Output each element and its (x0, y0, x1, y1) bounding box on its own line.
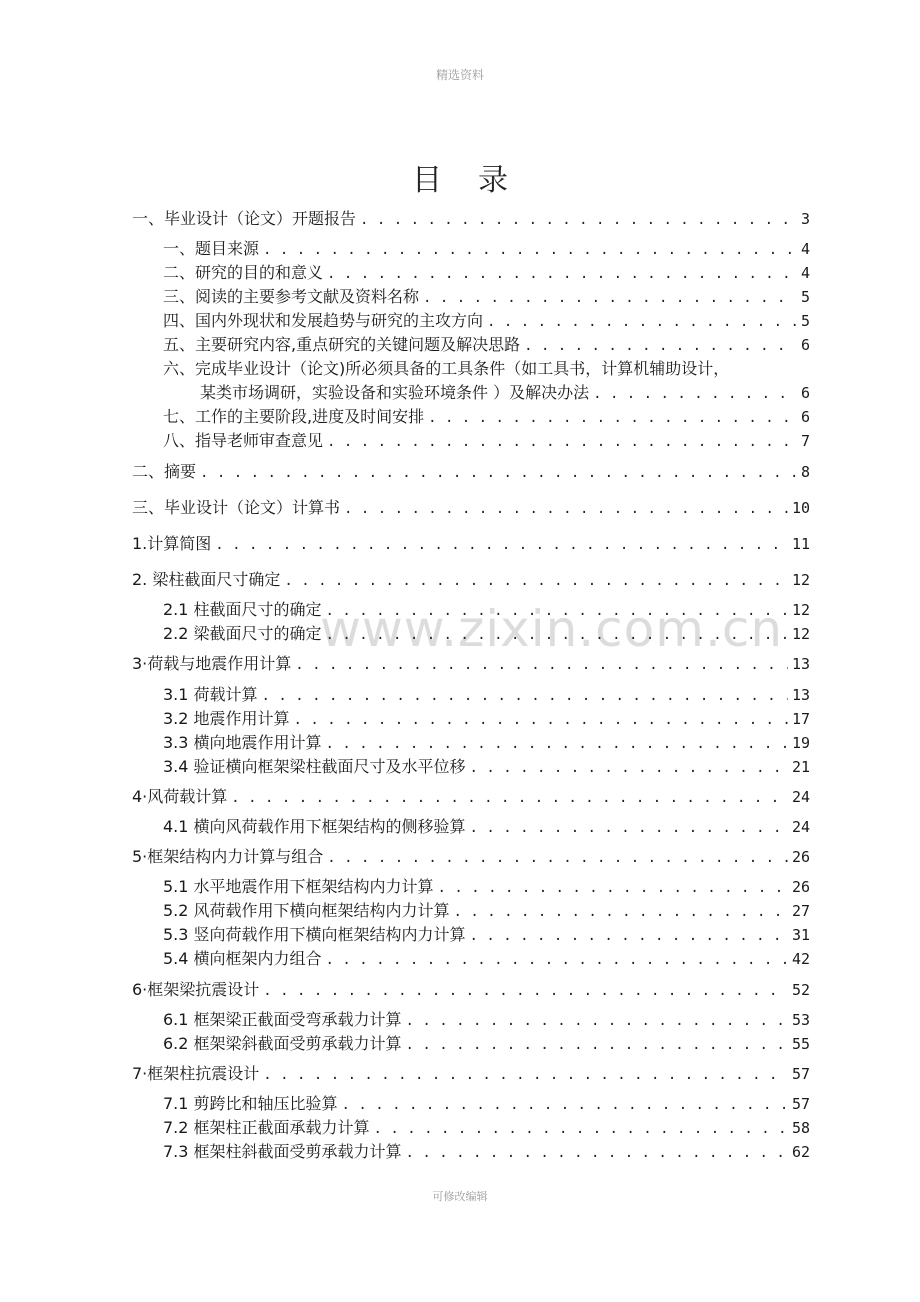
watermark: www.zixin.com.cn (320, 600, 784, 658)
toc-entry-text: 八、指导老师审查意见 (163, 431, 324, 450)
leader-dots (231, 787, 788, 809)
toc-entry[interactable] (163, 684, 810, 706)
toc-entry[interactable] (163, 310, 810, 332)
toc-entry-text: 某类市场调研，实验设备和实验环境条件 ）及解决办法 (200, 383, 590, 402)
toc-entry-page: 13 (791, 655, 810, 673)
leader-dots (263, 1064, 788, 1086)
toc-entry-text-wrapped[interactable]: 六、完成毕业设计（论文)所必须具备的工具条件（如工具书，计算机辅助设计， (163, 359, 730, 378)
leader-dots (454, 901, 788, 923)
toc-entry[interactable] (132, 569, 810, 591)
toc-entry-text: 五、主要研究内容,重点研究的关键问题及解决思路 (163, 335, 521, 354)
toc-entry-page: 13 (791, 686, 810, 704)
toc-entry-page: 12 (791, 625, 810, 643)
leader-dots (284, 570, 788, 592)
toc-entry[interactable] (163, 816, 810, 838)
toc-entry[interactable] (163, 948, 810, 970)
toc-entry-text: 三、阅读的主要参考文献及资料名称 (163, 287, 420, 306)
toc-entry-text: 3·荷载与地震作用计算 (132, 654, 292, 673)
leader-dots (470, 757, 788, 779)
toc-entry-text: 一、毕业设计（论文）开题报告 (132, 209, 357, 228)
leader-dots (428, 407, 797, 429)
toc-entry-text: 1.计算简图 (132, 534, 212, 553)
leader-dots (374, 1118, 788, 1140)
toc-entry-text: 7.2 框架柱正截面承载力计算 (163, 1118, 370, 1137)
toc-entry-page: 26 (791, 848, 810, 866)
leader-dots (360, 209, 797, 231)
toc-entry[interactable] (163, 708, 810, 730)
leader-dots (344, 498, 788, 520)
toc-entry[interactable] (200, 382, 810, 404)
leader-dots (326, 624, 788, 646)
toc-entry[interactable] (163, 238, 810, 260)
leader-dots (470, 925, 788, 947)
toc-entry-text: 2. 梁柱截面尺寸确定 (132, 570, 281, 589)
toc-entry-text: 四、国内外现状和发展趋势与研究的主攻方向 (163, 311, 484, 330)
toc-entry-text: 7·框架柱抗震设计 (132, 1064, 260, 1083)
toc-entry-text: 3.4 验证横向框架梁柱截面尺寸及水平位移 (163, 757, 466, 776)
toc-entry[interactable] (163, 1141, 810, 1163)
toc-entry-text: 6·框架梁抗震设计 (132, 980, 260, 999)
toc-entry-text: 6.1 框架梁正截面受弯承载力计算 (163, 1010, 402, 1029)
toc-entry[interactable] (163, 599, 810, 621)
toc-entry-page: 10 (791, 499, 810, 517)
toc-entry-text: 二、摘要 (132, 462, 197, 481)
leader-dots (263, 239, 797, 261)
toc-entry[interactable] (132, 533, 810, 555)
toc-entry[interactable] (163, 924, 810, 946)
toc-entry-text: 3.1 荷载计算 (163, 685, 258, 704)
toc-entry-page: 3 (800, 210, 810, 228)
toc-entry-page: 24 (791, 818, 810, 836)
toc-entry-page: 11 (791, 535, 810, 553)
toc-entry-page: 26 (791, 878, 810, 896)
toc-entry-page: 6 (800, 384, 810, 402)
toc-entry-page: 58 (791, 1119, 810, 1137)
leader-dots (327, 847, 788, 869)
toc-entry-text: 5·框架结构内力计算与组合 (132, 847, 324, 866)
leader-dots (423, 287, 797, 309)
toc-entry[interactable] (132, 846, 810, 868)
toc-entry[interactable] (132, 1063, 810, 1085)
toc-entry-text: 7.3 框架柱斜截面受剪承载力计算 (163, 1142, 402, 1161)
toc-entry-page: 6 (800, 408, 810, 426)
toc-entry-text: 二、研究的目的和意义 (163, 263, 324, 282)
toc-entry-page: 53 (791, 1011, 810, 1029)
leader-dots (342, 1094, 788, 1116)
toc-entry-text: 6.2 框架梁斜截面受剪承载力计算 (163, 1034, 402, 1053)
toc-entry-text: 5.4 横向框架内力组合 (163, 949, 322, 968)
leader-dots (326, 733, 788, 755)
toc-entry[interactable] (163, 1033, 810, 1055)
leader-dots (327, 431, 797, 453)
toc-entry-page: 31 (791, 926, 810, 944)
toc-entry-page: 12 (791, 571, 810, 589)
toc-entry[interactable] (132, 786, 810, 808)
toc-entry-page: 55 (791, 1035, 810, 1053)
toc-entry[interactable] (132, 653, 810, 675)
toc-entry-page: 8 (800, 463, 810, 481)
toc-entry-text: 4·风荷载计算 (132, 787, 228, 806)
toc-entry-page: 17 (791, 710, 810, 728)
toc-entry-page: 6 (800, 336, 810, 354)
toc-entry[interactable] (163, 262, 810, 284)
toc-entry-page: 57 (791, 1065, 810, 1083)
toc-entry-text: 三、毕业设计（论文）计算书 (132, 498, 341, 517)
toc-entry-text: 5.1 水平地震作用下框架结构内力计算 (163, 877, 434, 896)
leader-dots (200, 462, 797, 484)
toc-entry[interactable] (163, 430, 810, 452)
toc-entry-text: 2.2 梁截面尺寸的确定 (163, 624, 322, 643)
toc-entry-page: 24 (791, 788, 810, 806)
leader-dots (487, 311, 797, 333)
toc-entry[interactable] (163, 1009, 810, 1031)
toc-entry[interactable] (163, 1117, 810, 1139)
toc-entry-page: 27 (791, 902, 810, 920)
toc-entry-page: 4 (800, 264, 810, 282)
toc-entry-page: 4 (800, 240, 810, 258)
toc-entry-text: 3.3 横向地震作用计算 (163, 733, 322, 752)
toc-entry[interactable] (163, 286, 810, 308)
leader-dots (327, 263, 797, 285)
toc-entry-text: 一、题目来源 (163, 239, 260, 258)
toc-entry[interactable] (163, 756, 810, 778)
leader-dots (262, 685, 788, 707)
toc-entry[interactable] (163, 876, 810, 898)
page-footer: 可修改编辑 (432, 1190, 488, 1203)
toc-entry[interactable] (132, 497, 810, 519)
leader-dots (406, 1142, 788, 1164)
toc-entry-page: 12 (791, 601, 810, 619)
toc-entry[interactable] (163, 900, 810, 922)
page-header: 精选资料 (435, 68, 484, 82)
leader-dots (406, 1034, 788, 1056)
toc-entry-page: 42 (791, 950, 810, 968)
toc-entry-text: 4.1 横向风荷载作用下框架结构的侧移验算 (163, 817, 466, 836)
toc-entry-text: 7.1 剪跨比和轴压比验算 (163, 1094, 338, 1113)
toc-entry-page: 5 (800, 288, 810, 306)
leader-dots (470, 817, 788, 839)
toc-entry-text: 5.3 竖向荷载作用下横向框架结构内力计算 (163, 925, 466, 944)
toc-entry[interactable] (163, 334, 810, 356)
toc-entry[interactable] (132, 979, 810, 1001)
toc-entry-text: 2.1 柱截面尺寸的确定 (163, 600, 322, 619)
leader-dots (295, 654, 788, 676)
toc-entry-page: 62 (791, 1143, 810, 1161)
leader-dots (326, 600, 788, 622)
toc-entry-page: 5 (800, 312, 810, 330)
toc-entry[interactable] (163, 623, 810, 645)
leader-dots (263, 980, 788, 1002)
toc-entry-page: 57 (791, 1095, 810, 1113)
toc-entry[interactable] (132, 208, 810, 230)
page-title: 目录 (412, 163, 544, 198)
leader-dots (326, 949, 788, 971)
toc-entry[interactable] (163, 406, 810, 428)
toc-entry-page: 19 (791, 734, 810, 752)
toc-entry-text: 七、工作的主要阶段,进度及时间安排 (163, 407, 425, 426)
toc-entry-page: 52 (791, 981, 810, 999)
leader-dots (593, 383, 797, 405)
leader-dots (215, 534, 788, 556)
leader-dots (524, 335, 797, 357)
toc-entry[interactable] (163, 732, 810, 754)
toc-entry-text: 3.2 地震作用计算 (163, 709, 290, 728)
leader-dots (438, 877, 788, 899)
toc-entry[interactable] (132, 461, 810, 483)
leader-dots (294, 709, 788, 731)
toc-entry-page: 21 (791, 758, 810, 776)
leader-dots (406, 1010, 788, 1032)
toc-entry-page: 7 (800, 432, 810, 450)
toc-entry-text: 5.2 风荷载作用下横向框架结构内力计算 (163, 901, 450, 920)
toc-entry[interactable] (163, 1093, 810, 1115)
